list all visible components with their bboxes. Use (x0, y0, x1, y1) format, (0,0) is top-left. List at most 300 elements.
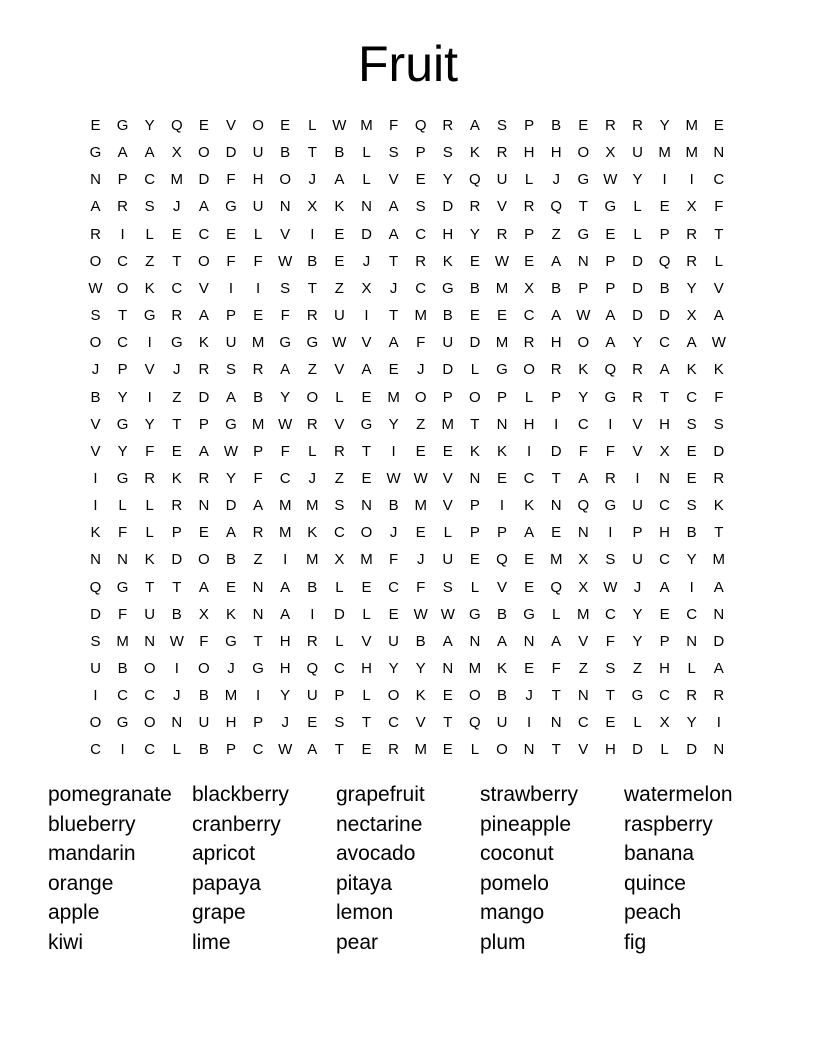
grid-letter: O (252, 117, 264, 134)
grid-letter: V (361, 632, 372, 650)
grid-letter: D (225, 497, 237, 515)
grid-letter: N (577, 524, 589, 542)
grid-letter: T (172, 578, 182, 596)
word-item: lime (192, 930, 231, 954)
grid-letter: R (144, 469, 156, 487)
grid-letter: O (387, 687, 400, 705)
grid-row (82, 628, 742, 655)
grid-letter: E (198, 524, 209, 542)
grid-letter: G (523, 605, 535, 623)
grid-row (82, 112, 742, 139)
grid-letter: B (659, 279, 670, 297)
grid-letter: Q (469, 171, 481, 189)
grid-letter: D (90, 605, 101, 623)
grid-letter: H (225, 714, 237, 732)
grid-letter: V (578, 741, 589, 759)
grid-letter: M (251, 415, 265, 433)
grid-letter: T (470, 415, 480, 433)
grid-letter: U (144, 605, 156, 623)
grid-letter: E (361, 578, 372, 596)
grid-letter: B (551, 279, 562, 297)
grid-letter: C (577, 415, 589, 433)
grid-letter: X (659, 714, 670, 732)
grid-letter: A (524, 524, 535, 542)
grid-letter: E (253, 307, 264, 325)
grid-letter: E (469, 252, 480, 270)
grid-letter: G (116, 415, 129, 433)
grid-letter: G (225, 415, 237, 433)
grid-letter: F (389, 117, 399, 134)
grid-letter: I (310, 605, 315, 623)
grid-letter: C (144, 171, 156, 189)
grid-letter: U (225, 334, 237, 352)
grid-letter: A (605, 334, 616, 352)
grid-letter: D (632, 741, 643, 759)
grid-letter: B (334, 144, 345, 162)
grid-letter: I (689, 171, 694, 189)
grid-letter: I (283, 551, 288, 569)
grid-letter: E (496, 307, 507, 325)
grid-letter: A (388, 198, 399, 216)
grid-letter: A (198, 578, 209, 596)
grid-letter: V (632, 442, 643, 460)
grid-letter: I (147, 334, 152, 352)
word-item: pomelo (480, 871, 549, 895)
grid-letter: E (90, 117, 101, 134)
grid-letter: H (361, 660, 372, 677)
grid-letter: L (362, 144, 371, 162)
grid-letter: L (335, 578, 344, 596)
grid-row (82, 465, 742, 492)
grid-letter: F (714, 198, 724, 216)
grid-letter: B (117, 660, 128, 677)
grid-letter: Y (442, 171, 453, 189)
grid-letter: P (524, 225, 535, 243)
grid-letter: M (495, 279, 509, 297)
grid-letter: T (172, 415, 182, 433)
grid-letter: O (116, 279, 129, 297)
grid-letter: K (415, 687, 426, 705)
grid-letter: E (442, 442, 453, 460)
grid-letter: H (550, 144, 562, 162)
grid-letter: E (171, 225, 182, 243)
word-item: plum (480, 930, 526, 954)
grid-letter: H (523, 144, 535, 162)
grid-letter: N (523, 741, 535, 759)
grid-letter: R (442, 117, 454, 134)
grid-letter: I (608, 524, 613, 542)
grid-letter: L (362, 605, 371, 623)
word-column (624, 780, 768, 958)
grid-letter: O (198, 660, 210, 677)
grid-letter: F (551, 660, 561, 677)
grid-letter: L (145, 524, 154, 542)
grid-letter: R (198, 469, 210, 487)
word-item: nectarine (336, 812, 423, 836)
grid-letter: P (605, 252, 616, 270)
grid-letter: N (713, 741, 725, 759)
grid-letter: X (686, 307, 697, 325)
grid-letter: W (603, 171, 618, 189)
grid-letter: C (659, 497, 671, 515)
grid-letter: J (525, 687, 533, 705)
grid-letter: R (523, 334, 535, 352)
grid-row (82, 492, 742, 519)
grid-letter: V (361, 334, 372, 352)
grid-letter: W (440, 605, 455, 623)
grid-letter: O (143, 660, 156, 677)
grid-letter: X (307, 198, 318, 216)
grid-letter: K (578, 361, 589, 379)
grid-letter: N (686, 632, 698, 650)
word-item: strawberry (480, 783, 579, 806)
grid-letter: Q (577, 497, 590, 515)
grid-letter: B (388, 497, 399, 515)
grid-letter: O (414, 388, 427, 406)
grid-letter: X (334, 551, 345, 569)
grid-letter: K (144, 551, 155, 569)
grid-letter: X (198, 605, 209, 623)
grid-letter: E (578, 117, 589, 134)
grid-letter: L (633, 198, 642, 216)
grid-letter: U (442, 334, 454, 352)
grid-letter: U (90, 660, 101, 677)
grid-letter: Y (117, 388, 128, 406)
grid-letter: L (633, 714, 642, 732)
grid-letter: N (361, 198, 372, 216)
grid-row (82, 384, 742, 411)
grid-letter: J (552, 171, 560, 189)
grid-letter: Y (117, 442, 128, 460)
word-item: pineapple (480, 812, 572, 836)
grid-letter: W (169, 632, 184, 650)
grid-letter: L (714, 252, 723, 270)
grid-letter: F (280, 442, 290, 460)
grid-letter: M (712, 551, 726, 569)
grid-letter: G (441, 279, 454, 297)
grid-letter: T (361, 714, 372, 732)
grid-letter: E (686, 442, 697, 460)
grid-letter: I (499, 497, 505, 515)
word-item: pitaya (336, 871, 393, 895)
grid-letter: Z (253, 551, 263, 569)
grid-letter: M (360, 117, 373, 134)
grid-letter: D (442, 198, 454, 216)
grid-letter: G (631, 687, 644, 705)
grid-row (82, 356, 742, 383)
grid-letter: E (280, 117, 291, 134)
grid-letter: X (605, 144, 616, 162)
grid-letter: K (524, 497, 535, 515)
grid-letter: Q (89, 578, 102, 596)
grid-letter: K (198, 334, 209, 352)
word-item: peach (624, 901, 682, 925)
grid-row (82, 329, 742, 356)
word-item: avocado (336, 842, 416, 866)
grid-letter: T (714, 524, 724, 542)
grid-letter: I (527, 714, 532, 732)
grid-letter: C (415, 225, 427, 243)
grid-letter: Q (496, 551, 508, 569)
grid-letter: R (198, 361, 210, 379)
grid-letter: T (551, 469, 561, 487)
grid-letter: P (225, 307, 236, 325)
grid-letter: U (442, 551, 454, 569)
grid-letter: X (686, 198, 697, 216)
grid-letter: U (632, 144, 643, 162)
grid-letter: M (170, 171, 184, 189)
grid-letter: Z (578, 660, 588, 677)
grid-letter: B (415, 632, 426, 650)
grid-letter: D (713, 442, 725, 460)
grid-letter: J (173, 198, 181, 216)
grid-letter: B (469, 279, 480, 297)
grid-letter: D (225, 144, 237, 162)
grid-letter: D (632, 279, 643, 297)
grid-letter: N (469, 632, 481, 650)
grid-letter: L (633, 225, 642, 243)
grid-letter: P (171, 524, 182, 542)
grid-letter: N (90, 551, 101, 569)
grid-letter: B (307, 578, 318, 596)
grid-letter: T (578, 198, 588, 216)
grid-row (82, 302, 742, 329)
grid-letter: Z (334, 469, 344, 487)
grid-letter: U (333, 307, 345, 325)
grid-letter: P (496, 524, 507, 542)
grid-letter: M (278, 497, 292, 515)
grid-letter: P (496, 388, 507, 406)
grid-letter: D (550, 442, 562, 460)
grid-letter: A (442, 632, 453, 650)
grid-letter: R (632, 117, 643, 134)
grid-letter: K (144, 279, 155, 297)
grid-letter: A (388, 225, 399, 243)
grid-letter: E (198, 117, 209, 134)
grid-letter: B (307, 252, 318, 270)
grid-letter: J (281, 714, 289, 732)
grid-letter: V (144, 361, 155, 379)
grid-letter: D (632, 307, 643, 325)
word-item: quince (624, 871, 686, 895)
grid-letter: A (551, 632, 562, 650)
grid-letter: C (577, 714, 589, 732)
word-item: pomegranate (48, 783, 172, 806)
grid-letter: O (279, 171, 292, 189)
grid-letter: R (252, 524, 264, 542)
grid-letter: G (116, 117, 129, 134)
grid-letter: R (306, 307, 318, 325)
grid-row (82, 519, 742, 546)
grid-letter: A (496, 632, 507, 650)
grid-letter: N (713, 144, 725, 162)
grid-letter: Q (604, 361, 617, 379)
grid-letter: S (442, 578, 453, 596)
grid-letter: R (686, 687, 698, 705)
grid-letter: E (442, 741, 453, 759)
grid-letter: S (605, 660, 616, 677)
grid-letter: D (659, 307, 671, 325)
grid-letter: F (145, 442, 155, 460)
grid-letter: R (550, 361, 562, 379)
grid-letter: Y (632, 605, 643, 623)
grid-letter: B (90, 388, 101, 406)
grid-letter: P (334, 687, 345, 705)
grid-letter: K (307, 524, 318, 542)
grid-letter: V (90, 415, 101, 433)
grid-letter: I (256, 279, 261, 297)
grid-letter: J (173, 687, 181, 705)
grid-letter: I (147, 388, 152, 406)
grid-letter: O (577, 334, 590, 352)
grid-letter: S (225, 361, 236, 379)
grid-letter: F (280, 307, 290, 325)
grid-letter: W (332, 334, 347, 352)
grid-letter: B (280, 144, 291, 162)
grid-letter: S (144, 198, 155, 216)
grid-letter: Y (686, 551, 697, 569)
grid-letter: T (443, 714, 453, 732)
grid-letter: F (605, 442, 615, 460)
grid-letter: Y (686, 714, 697, 732)
grid-letter: L (470, 578, 480, 596)
grid-letter: C (713, 171, 725, 189)
grid-letter: N (144, 632, 156, 650)
grid-letter: C (686, 605, 698, 623)
grid-letter: Y (144, 415, 155, 433)
grid-letter: J (308, 171, 317, 189)
grid-letter: N (713, 605, 725, 623)
grid-letter: K (713, 497, 724, 515)
grid-letter: C (415, 279, 427, 297)
grid-letter: I (93, 497, 98, 515)
grid-letter: E (524, 660, 535, 677)
grid-row (82, 601, 742, 628)
grid-letter: A (713, 660, 724, 677)
grid-letter: A (605, 307, 616, 325)
grid-row (82, 139, 742, 166)
grid-letter: L (524, 388, 534, 406)
grid-letter: N (252, 605, 264, 623)
grid-letter: M (414, 307, 427, 325)
grid-letter: Z (145, 252, 155, 270)
grid-row (82, 682, 742, 709)
grid-letter: W (576, 307, 591, 325)
grid-letter: X (361, 279, 372, 297)
grid-letter: G (225, 198, 237, 216)
grid-letter: M (306, 497, 319, 515)
grid-letter: R (388, 741, 400, 759)
grid-letter: L (118, 497, 127, 515)
grid-letter: C (117, 334, 129, 352)
grid-letter: C (388, 714, 400, 732)
grid-letter: M (278, 524, 292, 542)
grid-letter: P (117, 361, 128, 379)
grid-letter: A (388, 334, 399, 352)
grid-letter: A (90, 198, 101, 216)
grid-letter: G (143, 307, 156, 325)
grid-row (82, 248, 742, 275)
grid-letter: X (578, 578, 589, 596)
grid-letter: Y (578, 388, 589, 406)
grid-letter: W (413, 469, 428, 487)
grid-letter: U (252, 198, 264, 216)
grid-letter: S (415, 198, 426, 216)
grid-letter: P (198, 415, 209, 433)
grid-letter: J (416, 551, 425, 569)
grid-letter: O (198, 551, 210, 569)
grid-row (82, 709, 742, 736)
grid-letter: W (413, 605, 428, 623)
grid-letter: T (660, 388, 670, 406)
grid-letter: L (362, 687, 371, 705)
grid-row (82, 438, 742, 465)
grid-letter: L (687, 660, 696, 677)
grid-letter: M (306, 551, 319, 569)
grid-letter: Q (414, 117, 427, 134)
grid-letter: G (116, 469, 129, 487)
grid-letter: B (198, 741, 209, 759)
grid-letter: T (551, 687, 561, 705)
grid-letter: C (198, 225, 210, 243)
grid-letter: F (416, 578, 426, 596)
grid-letter: D (686, 741, 698, 759)
grid-letter: T (145, 578, 155, 596)
grid-letter: N (279, 198, 291, 216)
grid-letter: O (469, 388, 481, 406)
grid-letter: C (333, 524, 345, 542)
grid-letter: F (118, 524, 128, 542)
grid-letter: C (90, 741, 101, 759)
grid-letter: F (118, 605, 128, 623)
grid-letter: A (198, 198, 209, 216)
grid-letter: W (88, 279, 103, 297)
grid-letter: Q (550, 578, 563, 596)
grid-letter: V (334, 361, 345, 379)
word-item: raspberry (624, 812, 713, 836)
grid-letter: D (442, 361, 454, 379)
grid-letter: K (225, 605, 236, 623)
grid-row (82, 411, 742, 438)
grid-letter: K (469, 442, 480, 460)
grid-letter: N (198, 497, 210, 515)
grid-letter: L (552, 605, 561, 623)
grid-letter: M (441, 415, 455, 433)
grid-letter: H (279, 660, 291, 677)
grid-letter: V (388, 171, 399, 189)
grid-letter: A (117, 144, 128, 162)
grid-letter: M (387, 388, 400, 406)
grid-letter: Z (307, 361, 317, 379)
grid-letter: T (118, 307, 128, 325)
grid-letter: U (306, 687, 318, 705)
grid-letter: D (198, 388, 210, 406)
grid-letter: R (306, 415, 318, 433)
grid-letter: R (523, 198, 535, 216)
grid-letter: B (442, 307, 453, 325)
grid-letter: I (93, 687, 98, 705)
grid-letter: J (227, 660, 235, 677)
grid-letter: V (225, 117, 236, 134)
grid-letter: R (604, 469, 616, 487)
grid-letter: R (415, 252, 427, 270)
grid-letter: G (116, 578, 129, 596)
grid-row (82, 193, 742, 220)
grid-letter: N (577, 687, 589, 705)
grid-letter: G (604, 497, 617, 515)
grid-letter: Q (306, 660, 319, 677)
word-item: kiwi (48, 930, 83, 954)
